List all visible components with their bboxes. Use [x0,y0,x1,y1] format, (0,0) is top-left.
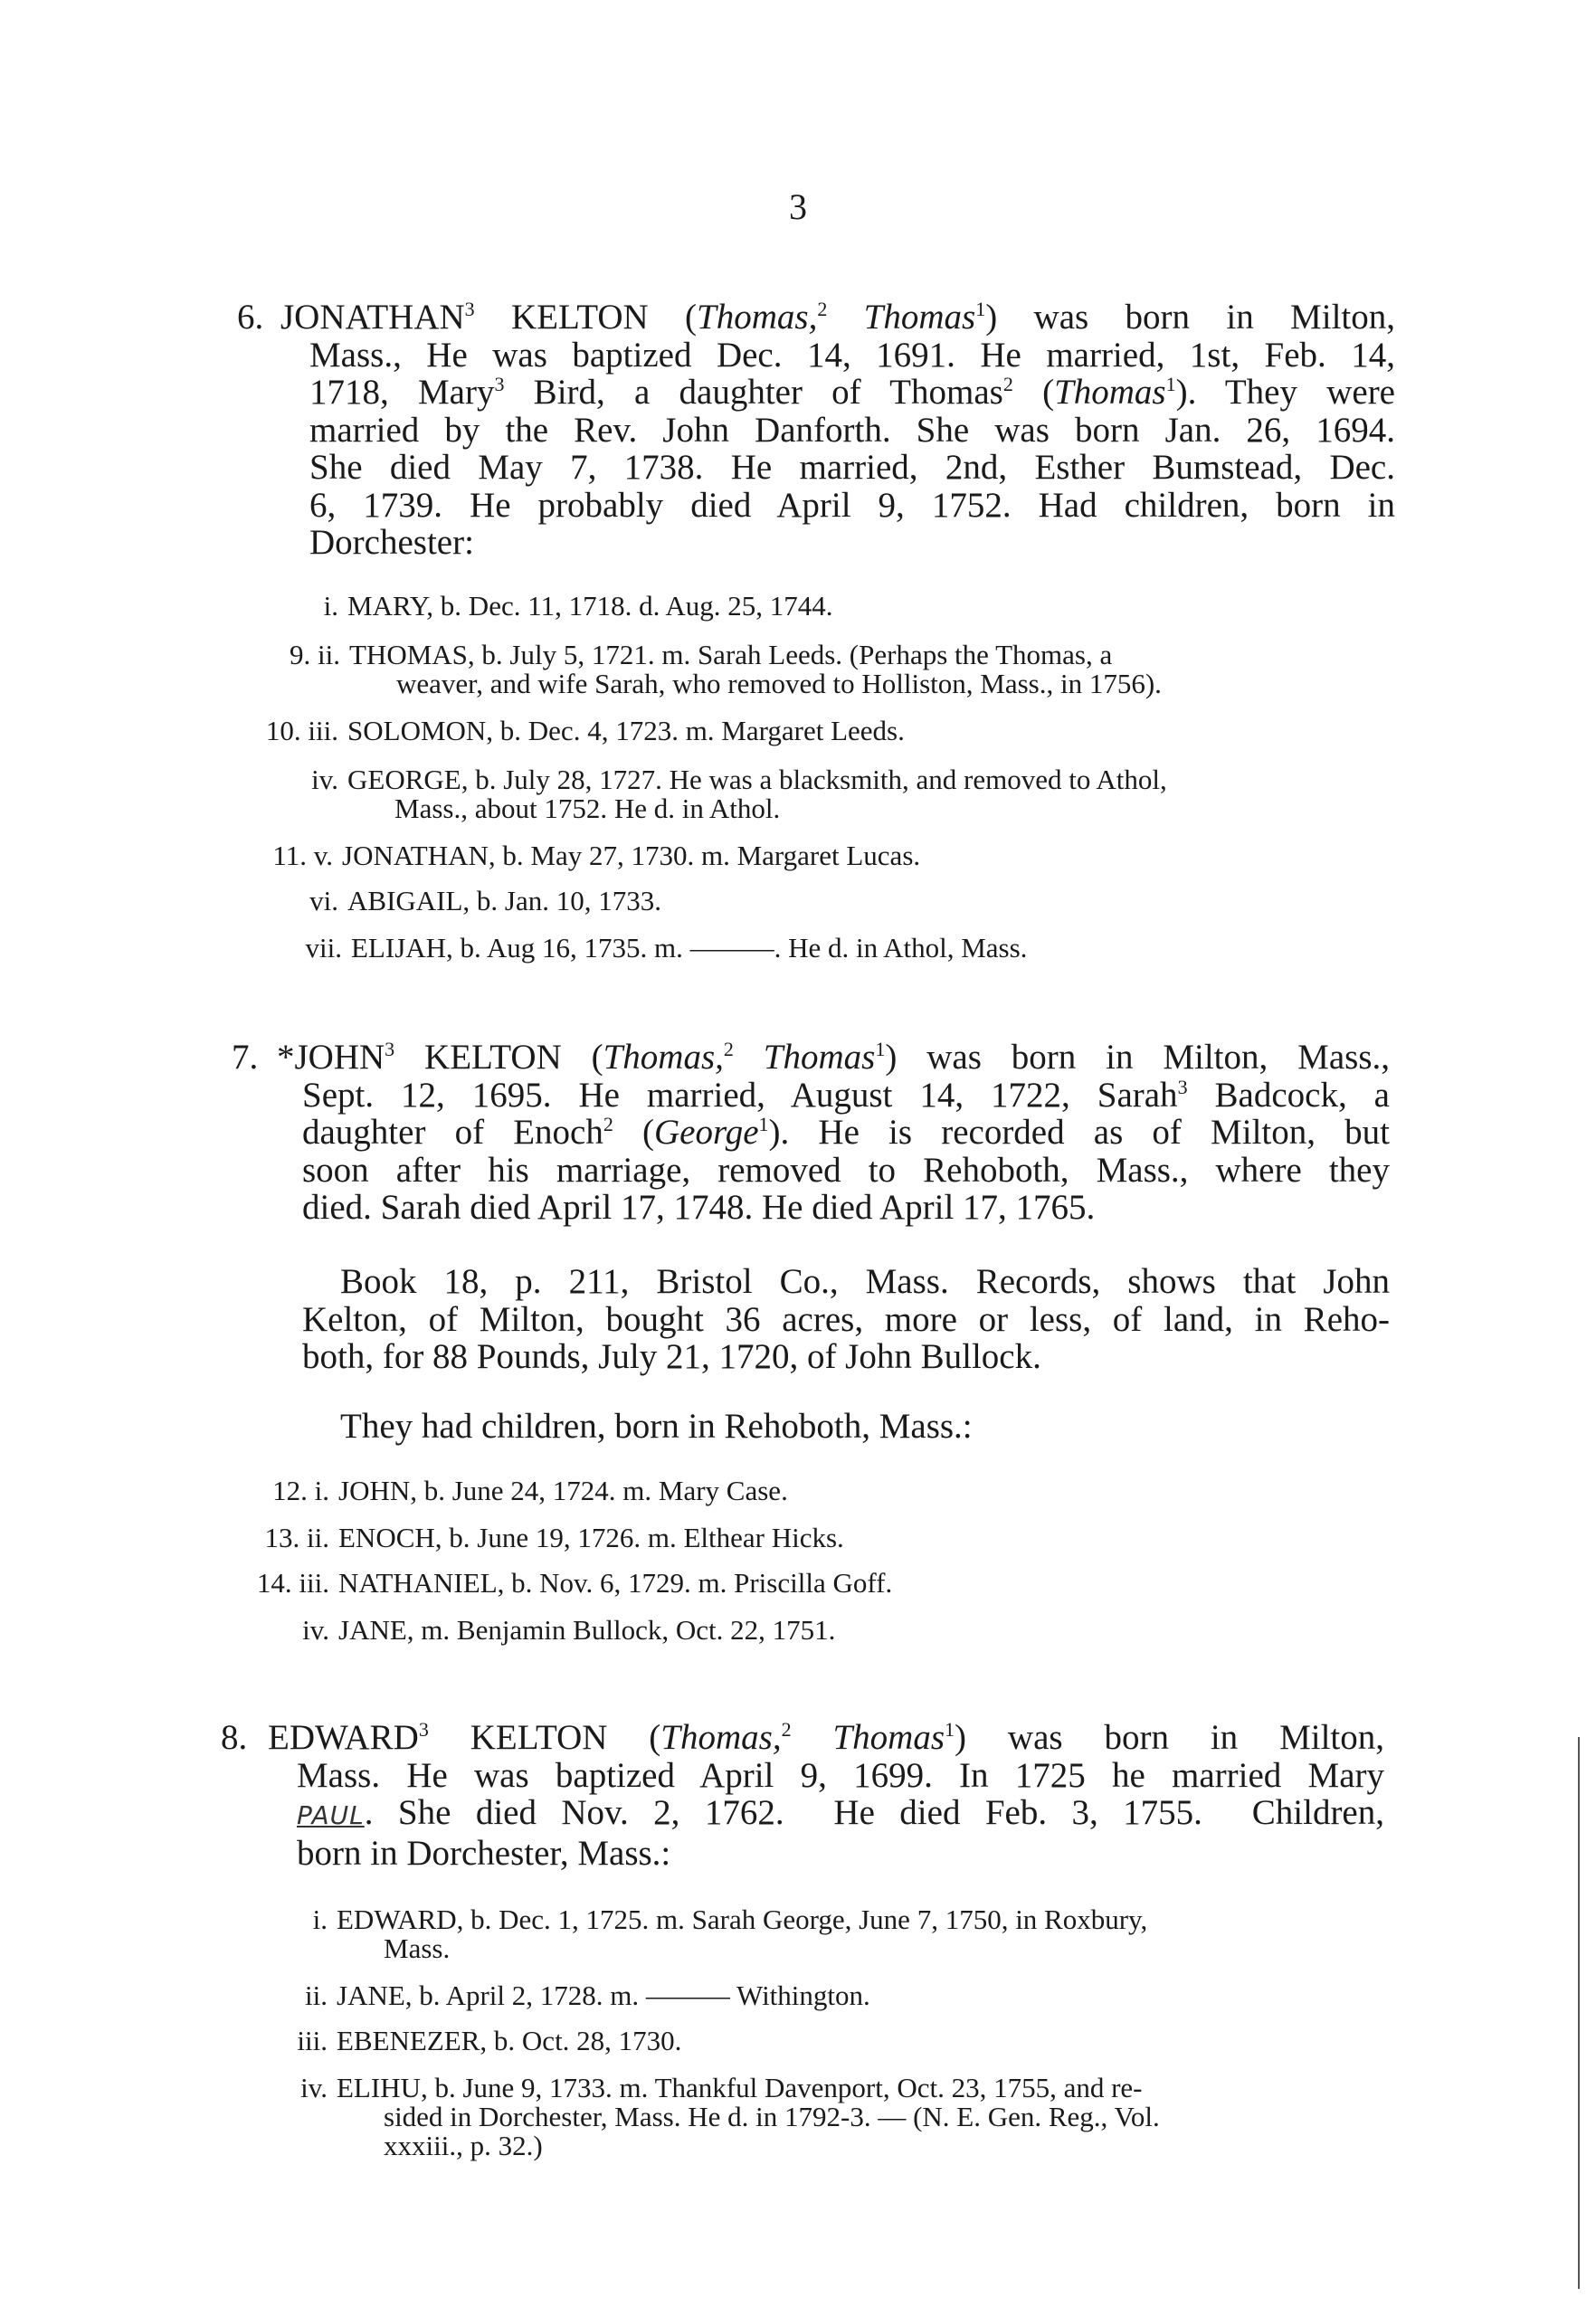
child-entry [305,932,1028,964]
entry-line: soon after his marriage, removed to Rehoboth, Mass., where they [302,1150,1390,1190]
entry-line: died. Sarah died April 17, 1748. He died April 17, 1765. [302,1188,1096,1227]
child-entry [272,840,921,871]
entry-line: JONATHAN$^3$ KELTON (Thomas,$^2$ Thomas$^1$) was born in Milton, [280,298,1395,337]
entry-number: 7. [232,1038,259,1077]
child-entry [305,1979,870,2011]
paragraph-line: both, for 88 Pounds, July 21, 1720, of John Bullock. [302,1337,1041,1376]
child-text: ABIGAIL, b. Jan. 10, 1733. [347,885,661,916]
child-number: vii. [305,932,342,964]
entry-line: Dorchester: [309,523,474,562]
child-entry [309,885,661,916]
entry-line: Sept. 12, 1695. He married, August 14, 1722, Sarah$^3$ Badcock, a [302,1075,1390,1115]
child-number: i. [312,1904,328,1935]
child-number: ii. [305,1979,328,2011]
child-text: JANE, b. April 2, 1728. m. ——— Withington. [337,1979,870,2011]
child-text: NATHANIEL, b. Nov. 6, 1729. m. Priscilla Goff. [338,1567,893,1599]
child-number: 10. iii. [265,715,338,746]
paragraph-line: They had children, born in Rehoboth, Mass.: [340,1407,973,1446]
child-text: ELIHU, b. June 9, 1733. m. Thankful Davenport, Oct. 23, 1755, and re- [337,2072,1143,2103]
child-text: weaver, and wife Sarah, who removed to Holliston, Mass., in 1756). [396,668,1162,699]
child-text: MARY, b. Dec. 11, 1718. d. Aug. 25, 1744. [347,590,833,622]
child-entry [256,1567,893,1599]
child-entry [297,2025,682,2056]
entry-line: She died May 7, 1738. He married, 2nd, Esther Bumstead, Dec. [309,448,1395,487]
entry-number: 6. [237,298,264,337]
child-text: SOLOMON, b. Dec. 4, 1723. m. Margaret Leeds. [347,715,905,746]
entry-line: Mass., He was baptized Dec. 14, 1691. He married, 1st, Feb. 14, [309,335,1395,375]
child-entry [265,715,905,746]
entry-line: married by the Rev. John Danforth. She was born Jan. 26, 1694. [309,410,1395,450]
child-text: JOHN, b. June 24, 1724. m. Mary Case. [338,1475,788,1506]
entry-8-heading [221,1719,1384,1872]
child-number: vi. [309,885,338,916]
child-text: JONATHAN, b. May 27, 1730. m. Margaret Lucas. [342,840,921,871]
child-number: iv. [311,764,338,795]
child-number: 14. iii. [256,1567,329,1599]
child-text: Mass. [384,1932,451,1964]
child-text: Mass., about 1752. He d. in Athol. [394,793,781,824]
child-text: ENOCH, b. June 19, 1726. m. Elthear Hicks. [338,1522,844,1553]
child-text: JANE, m. Benjamin Bullock, Oct. 22, 1751. [338,1614,836,1646]
child-number: iii. [297,2025,328,2056]
child-entry [300,2072,1160,2161]
child-number: iv. [300,2072,328,2103]
child-entry [323,590,833,622]
child-entry [264,1522,844,1553]
entry-6-heading [237,299,1395,562]
child-entry [272,1475,788,1506]
child-number: 12. i. [272,1475,329,1506]
child-text: EDWARD, b. Dec. 1, 1725. m. Sarah George, June 7, 1750, in Roxbury, [337,1904,1148,1935]
child-number: iv. [302,1614,329,1646]
child-text: sided in Dorchester, Mass. He d. in 1792-3. — (N. E. Gen. Reg., Vol. [384,2101,1160,2132]
child-text: ELIJAH, b. Aug 16, 1735. m. ———. He d. in Athol, Mass. [351,932,1028,964]
entry-line: EDWARD$^3$ KELTON (Thomas,$^2$ Thomas$^1$) was born in Milton, [268,1718,1384,1757]
child-entry [290,639,1162,699]
entry-line: *JOHN$^3$ KELTON (Thomas,$^2$ Thomas$^1$) was born in Milton, Mass., [277,1038,1390,1077]
child-number: i. [323,590,338,622]
entry-7-heading [232,1039,1390,1227]
page-edge-rule [1578,1737,1580,2289]
entry-line: Mass. He was baptized April 9, 1699. In 1725 he married Mary [297,1755,1384,1795]
child-number: 13. ii. [264,1522,329,1553]
child-text: THOMAS, b. July 5, 1721. m. Sarah Leeds. (Perhaps the Thomas, a [349,639,1113,670]
child-number: 9. ii. [290,639,340,670]
child-entry [312,1904,1148,1964]
entry-line: 1718, Mary$^3$ Bird, a daughter of Thomas$^2$ (Thomas$^1$). They were [309,373,1395,412]
child-text: EBENEZER, b. Oct. 28, 1730. [337,2025,682,2056]
child-entry [311,764,1167,824]
entry-line: PAUL. She died Nov. 2, 1762. He died Feb. 3, 1755. Children, [297,1793,1384,1832]
records-paragraph [302,1263,1390,1376]
entry-line: born in Dorchester, Mass.: [297,1833,671,1873]
entry-number: 8. [221,1718,248,1757]
paragraph-line: Book 18, p. 211, Bristol Co., Mass. Records, shows that John [340,1262,1390,1301]
child-text: GEORGE, b. July 28, 1727. He was a blacksmith, and removed to Athol, [347,764,1167,795]
handwritten-annotation: PAUL [297,1800,365,1830]
child-text: xxxiii., p. 32.) [384,2130,543,2161]
paragraph-line: Kelton, of Milton, bought 36 acres, more or less, of land, in Reho- [302,1299,1390,1339]
child-number: 11. v. [272,840,333,871]
child-entry [302,1614,836,1646]
page-number: 3 [789,186,807,227]
entry-line: 6, 1739. He probably died April 9, 1752. Had children, born in [309,485,1395,525]
entry-line: daughter of Enoch$^2$ (George$^1$). He is recorded as of Milton, but [302,1113,1390,1152]
children-intro [340,1408,973,1446]
